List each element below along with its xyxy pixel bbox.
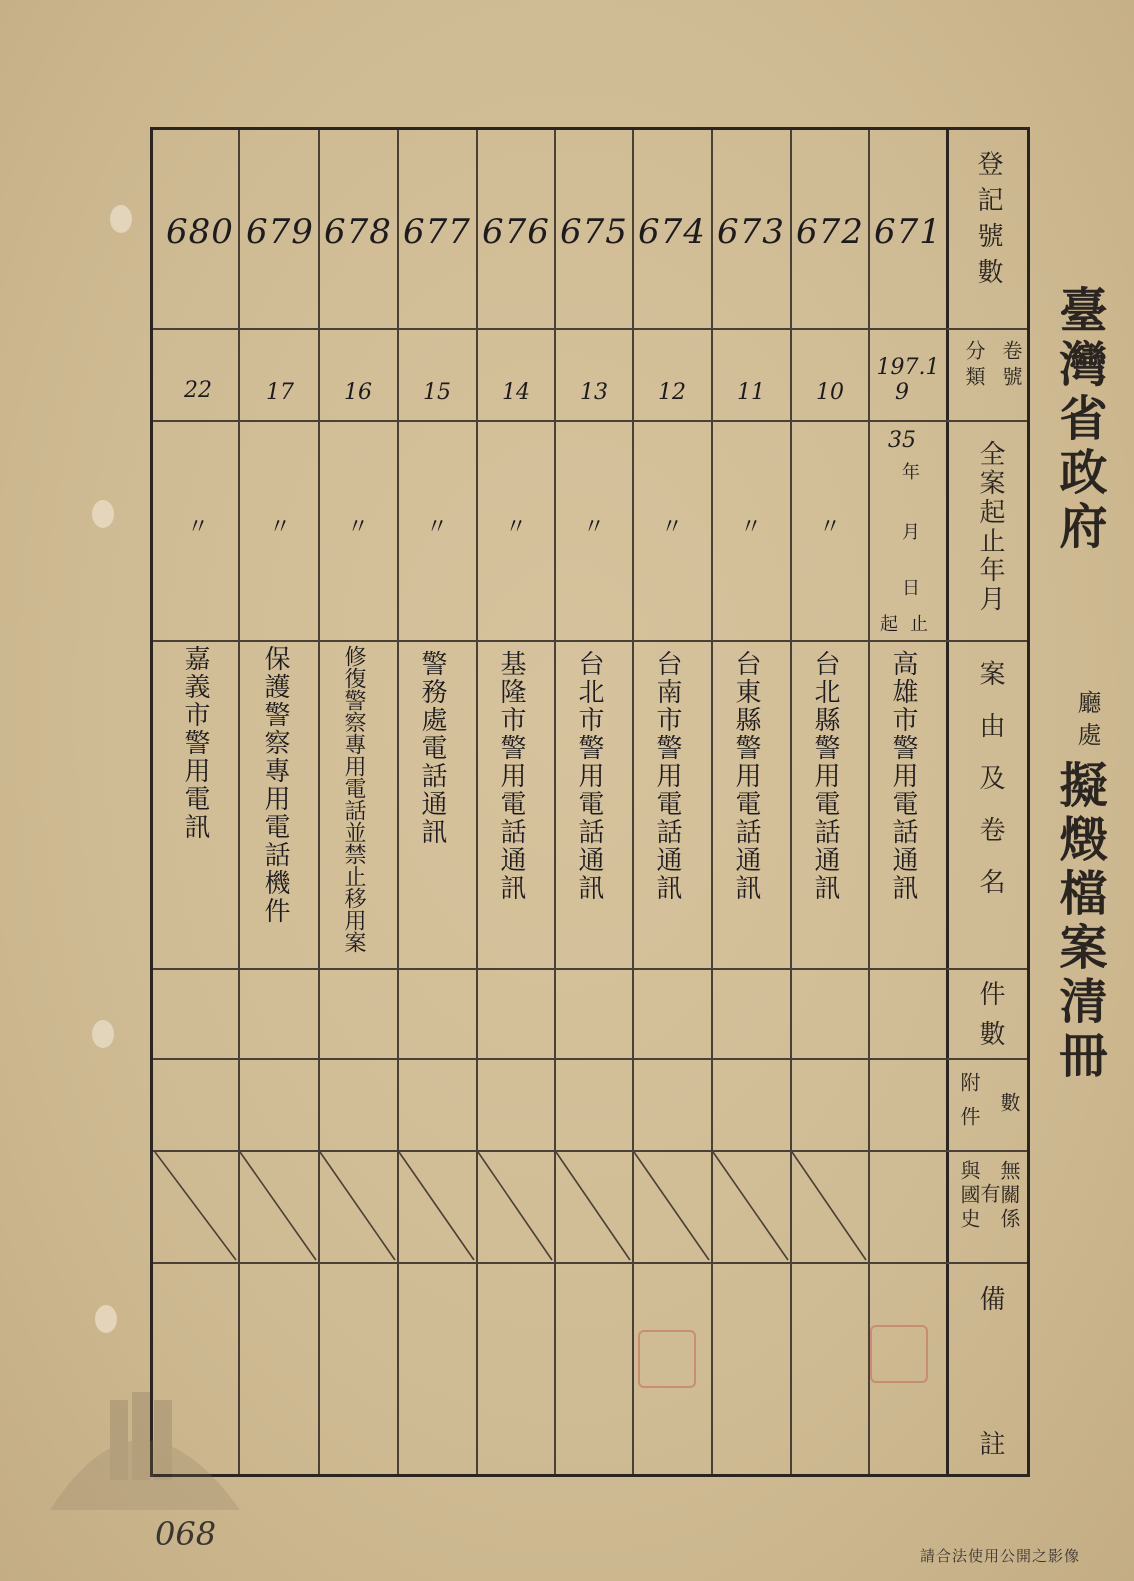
- period-ditto-676: 〃: [504, 515, 527, 540]
- reg-no-671: 671: [874, 212, 942, 252]
- period-ditto-678: 〃: [346, 515, 369, 540]
- red-seal-stamp: [638, 1330, 696, 1388]
- subject-676: 基隆市警用電話通訊: [496, 650, 526, 902]
- reg-no-674: 674: [638, 212, 706, 252]
- page-number: 068: [155, 1515, 217, 1553]
- period-ditto-674: 〃: [660, 515, 683, 540]
- vol-bottom-674: 12: [658, 380, 686, 405]
- period-day-label: 日: [899, 578, 920, 596]
- header-relation-a: 無關係: [997, 1160, 1021, 1232]
- vol-bottom-671: 9: [895, 380, 909, 405]
- red-seal-stamp: [870, 1325, 928, 1383]
- vol-bottom-673: 11: [737, 380, 765, 405]
- header-relation-b: 有: [977, 1183, 1001, 1209]
- period-ditto-677: 〃: [425, 515, 448, 540]
- reg-no-679: 679: [246, 212, 314, 252]
- header-remarks-top: 備: [975, 1285, 1005, 1321]
- period-ditto-675: 〃: [582, 515, 605, 540]
- period-month-label: 月: [899, 522, 920, 540]
- period-ditto-680: 〃: [186, 515, 209, 540]
- vol-bottom-678: 16: [344, 380, 372, 405]
- reg-no-676: 676: [482, 212, 550, 252]
- reg-no-677: 677: [403, 212, 471, 252]
- reg-no-680: 680: [166, 212, 234, 252]
- vol-bottom-675: 13: [580, 380, 608, 405]
- document-title: 臺灣省政府: [1051, 285, 1107, 555]
- vol-top-671: 197.1: [876, 355, 940, 380]
- subject-680: 嘉義市警用電訊: [180, 645, 210, 841]
- subject-671: 高雄市警用電話通訊: [888, 650, 918, 902]
- period-start-end-label: 起止: [880, 614, 940, 635]
- period-year-label: 年: [899, 462, 920, 480]
- document-subtitle: 擬燬檔案清冊: [1051, 760, 1107, 1084]
- usage-notice: 請合法使用公開之影像: [920, 1547, 1081, 1565]
- reg-no-678: 678: [324, 212, 392, 252]
- archive-watermark-logo: [40, 1370, 240, 1510]
- subject-674: 台南市警用電話通訊: [652, 650, 682, 902]
- header-count: 件數: [975, 980, 1005, 1060]
- header-period: 全案起止年月: [975, 440, 1005, 614]
- subject-672: 台北縣警用電話通訊: [810, 650, 840, 902]
- subject-678: 修復警察專用電話並禁止移用案: [341, 645, 366, 953]
- header-attach-b: 數: [997, 1092, 1021, 1118]
- header-reg-no: 登記號數: [973, 150, 1003, 294]
- header-subject: 案由及卷名: [975, 660, 1005, 920]
- subject-677: 警務處電話通訊: [417, 650, 447, 846]
- document-subtitle-small: 廳處: [1073, 690, 1101, 754]
- vol-bottom-677: 15: [423, 380, 451, 405]
- vol-bottom-680: 22: [184, 378, 212, 403]
- header-remarks-bottom: 註: [975, 1430, 1005, 1466]
- header-vol-no: 卷號: [999, 340, 1023, 392]
- vol-bottom-676: 14: [502, 380, 530, 405]
- period-ditto-679: 〃: [268, 515, 291, 540]
- subject-673: 台東縣警用電話通訊: [731, 650, 761, 902]
- period-ditto-673: 〃: [739, 515, 762, 540]
- subject-675: 台北市警用電話通訊: [574, 650, 604, 902]
- subject-679: 保護警察專用電話機件: [260, 645, 290, 925]
- reg-no-672: 672: [796, 212, 864, 252]
- reg-no-673: 673: [717, 212, 785, 252]
- period-ditto-672: 〃: [818, 515, 841, 540]
- vol-bottom-679: 17: [266, 380, 294, 405]
- header-relation-c: 與國史: [957, 1160, 981, 1232]
- header-category: 分類: [962, 340, 986, 392]
- reg-no-675: 675: [560, 212, 628, 252]
- period-year-value: 35: [888, 428, 916, 453]
- vol-bottom-672: 10: [816, 380, 844, 405]
- header-attach-a: 附件: [957, 1072, 981, 1140]
